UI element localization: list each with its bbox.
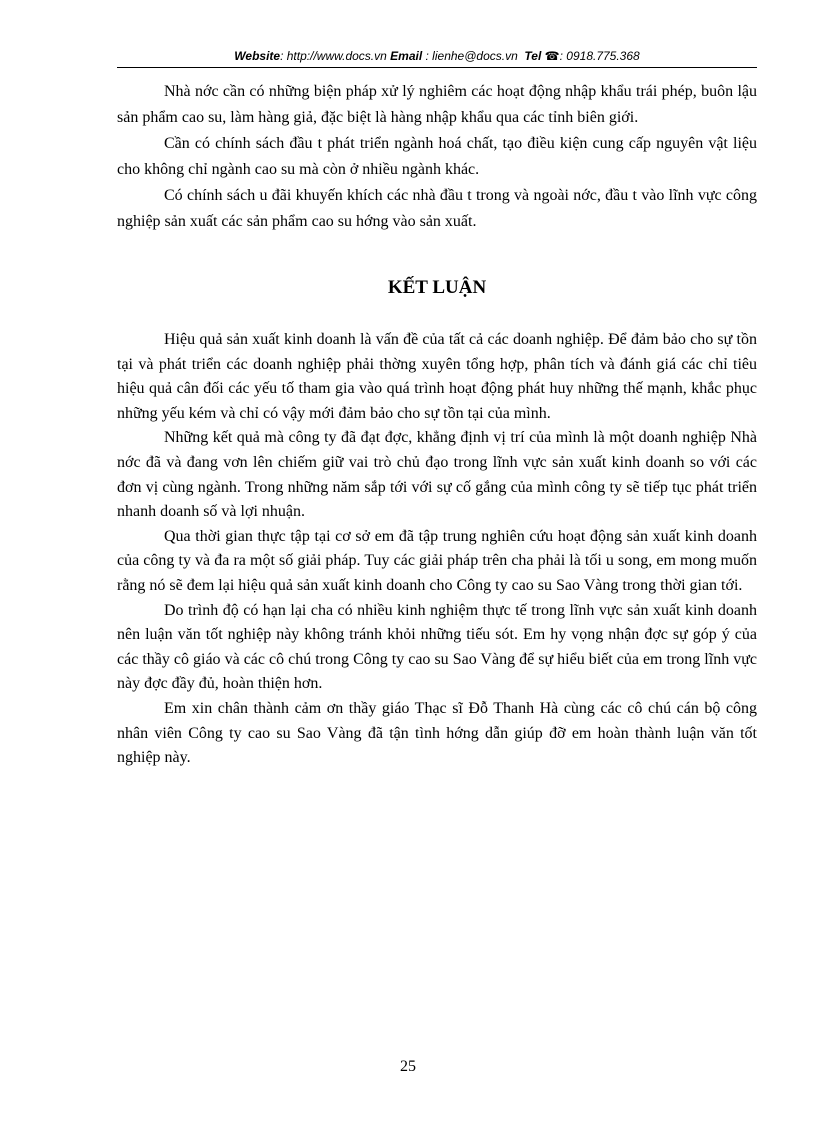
tel-label: Tel — [524, 49, 542, 63]
email-value: : lienhe@docs.vn — [425, 49, 518, 63]
page-content — [117, 79, 757, 771]
paragraph: Em xin chân thành cảm ơn thầy giáo Thạc sĩ Đỗ Thanh Hà cùng các cô chú cán bộ công nhân viên Công ty cao su Sao Vàng đã tận tình hớng dẫn giúp đỡ em hoàn thành luận văn tốt nghiệp này. — [117, 699, 757, 767]
conclusion-section — [117, 328, 757, 771]
recommendations-section — [117, 79, 757, 235]
email-label: Email — [390, 49, 423, 63]
paragraph: Hiệu quả sản xuất kinh doanh là vấn đề của tất cả các doanh nghiệp. Để đảm bảo cho sự tồn tại và phát triển các doanh nghiệp phải thờng xuyên tổng hợp, phân tích và đánh giá các chỉ tiêu hiệu quả cân đối các yếu tố tham gia vào quá trình hoạt động phát huy những thế mạnh, khắc phục những yếu kém và chỉ có vậy mới đảm bảo cho sự tồn tại của mình. — [117, 331, 757, 422]
section-title: KẾT LUẬN — [387, 277, 487, 298]
website-label: Website — [234, 49, 281, 63]
page-number: 25 — [400, 1058, 416, 1075]
tel-value: : 0918.775.368 — [559, 49, 640, 63]
paragraph: Nhà nớc cần có những biện pháp xử lý nghiêm các hoạt động nhập khẩu trái phép, buôn lậu sản phẩm cao su, làm hàng giả, đặc biệt là hàng nhập khẩu qua các tỉnh biên giới. — [117, 83, 757, 126]
paragraph: Cần có chính sách đầu t phát triển ngành hoá chất, tạo điều kiện cung cấp nguyên vật liệu cho không chỉ ngành cao su mà còn ở nhiều ngành khác. — [117, 135, 757, 178]
paragraph: Những kết quả mà công ty đã đạt đợc, khẳng định vị trí của mình là một doanh nghiệp Nhà nớc đã và đang vơn lên chiếm giữ vai trò chủ đạo trong lĩnh vực sản xuất kinh doanh so với các đơn vị cùng ngành. Trong những năm sắp tới với sự cố gắng của mình công ty sẽ tiếp tục phát triển nhanh doanh số và lợi nhuận. — [117, 429, 757, 521]
page-header — [117, 48, 757, 64]
paragraph: Do trình độ có hạn lại cha có nhiều kinh nghiệm thực tế trong lĩnh vực sản xuất kinh doanh nên luận văn tốt nghiệp này không tránh khỏi những tiếu sót. Em hy vọng nhận đợc sự góp ý của các thầy cô giáo và các cô chú trong Công ty cao su Sao Vàng để sự hiểu biết của em trong lĩnh vực này đợc đầy đủ, hoàn thiện hơn. — [117, 601, 757, 693]
paragraph: Có chính sách u đãi khuyến khích các nhà đầu t trong và ngoài nớc, đầu t vào lĩnh vực công nghiệp sản xuất các sản phẩm cao su hớng vào sản xuất. — [117, 187, 757, 230]
website-value: : http://www.docs.vn — [280, 49, 387, 63]
header-divider — [117, 67, 757, 68]
phone-icon: ☎ — [544, 49, 560, 63]
paragraph: Qua thời gian thực tập tại cơ sở em đã tập trung nghiên cứu hoạt động sản xuất kinh doanh của công ty và đa ra một số giải pháp. Tuy các giải pháp trên cha phải là tối u song, em mong muốn rằng nó sẽ đem lại hiệu quả sản xuất kinh doanh cho Công ty cao su Sao Vàng trong thời gian tới. — [117, 527, 757, 594]
